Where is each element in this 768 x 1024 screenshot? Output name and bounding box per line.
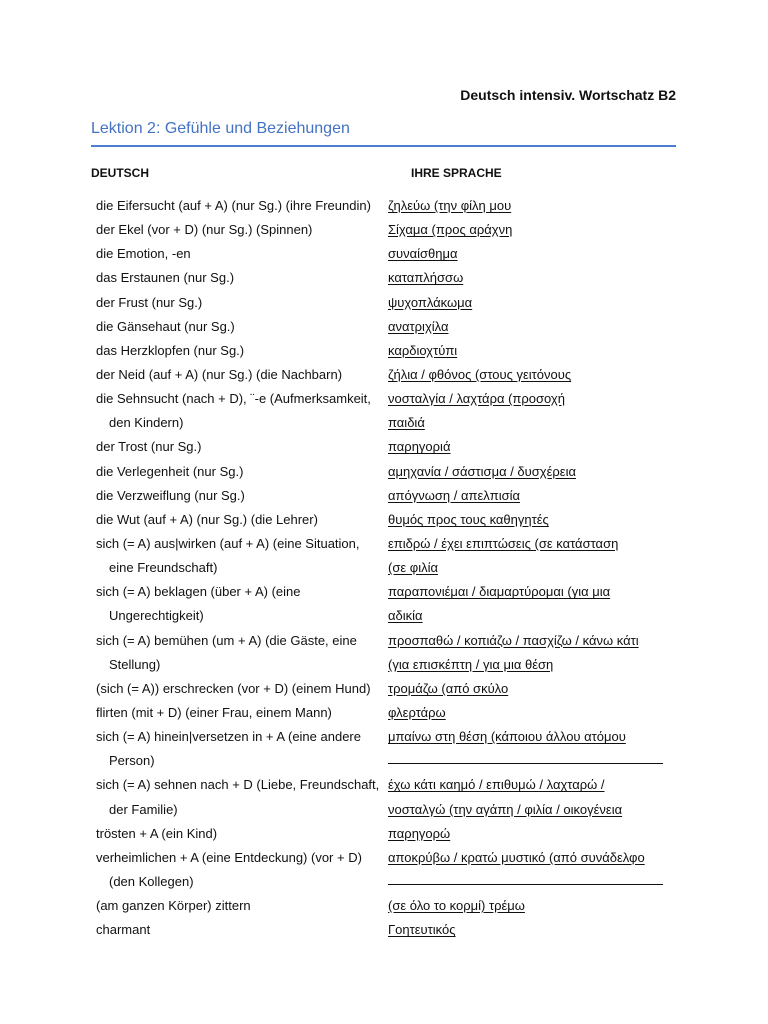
german-term: sich (= A) aus|wirken (auf + A) (eine Situation, <box>96 535 360 551</box>
translation: τρομάζω (από σκύλο <box>388 680 509 696</box>
german-term-continuation: der Familie) <box>109 801 178 817</box>
german-term-continuation: eine Freundschaft) <box>109 560 218 576</box>
german-term: die Wut (auf + A) (nur Sg.) (die Lehrer) <box>96 511 318 527</box>
column-header-german: DEUTSCH <box>91 166 150 180</box>
german-term: trösten + A (ein Kind) <box>96 825 218 841</box>
vocabulary-list <box>96 194 676 942</box>
german-term: der Ekel (vor + D) (nur Sg.) (Spinnen) <box>96 222 313 238</box>
vocab-line <box>96 677 676 701</box>
german-term: sich (= A) bemühen (um + A) (die Gäste, eine <box>96 632 357 648</box>
vocab-line <box>96 460 676 484</box>
blank-answer-line <box>388 763 663 764</box>
vocab-line <box>96 508 676 532</box>
german-term-continuation: Person) <box>109 753 155 769</box>
vocab-line <box>96 194 676 218</box>
german-term: verheimlichen + A (eine Entdeckung) (vor + D) <box>96 849 362 865</box>
german-term: die Verlegenheit (nur Sg.) <box>96 463 244 479</box>
vocab-line <box>96 484 676 508</box>
translation: ζήλια / φθόνος (στους γειτόνους <box>388 366 572 382</box>
translation: μπαίνω στη θέση (κάποιου άλλου ατόμου <box>388 729 626 745</box>
german-term: die Emotion, -en <box>96 246 191 262</box>
vocab-line <box>96 846 676 870</box>
german-term: das Herzklopfen (nur Sg.) <box>96 342 245 358</box>
german-term: die Verzweiflung (nur Sg.) <box>96 487 245 503</box>
german-term: (am ganzen Körper) zittern <box>96 898 251 914</box>
title-underline-rule <box>91 145 676 147</box>
german-term-continuation: Stellung) <box>109 656 161 672</box>
translation: αδικία <box>388 608 423 624</box>
german-term: der Trost (nur Sg.) <box>96 439 202 455</box>
translation: έχω κάτι καημό / επιθυμώ / λαχταρώ / <box>388 777 605 793</box>
vocab-line <box>96 532 676 556</box>
translation: επιδρώ / έχει επιπτώσεις (σε κατάσταση <box>388 535 619 551</box>
german-term-continuation: (den Kollegen) <box>109 873 194 889</box>
german-term: charmant <box>96 922 151 938</box>
vocab-line <box>96 773 676 797</box>
translation: νοσταλγία / λαχτάρα (προσοχή <box>388 391 565 407</box>
vocab-line <box>96 725 676 749</box>
german-term: das Erstaunen (nur Sg.) <box>96 270 235 286</box>
translation: ψυχοπλάκωμα <box>388 294 473 310</box>
vocab-line-continuation <box>96 798 676 822</box>
translation: θυμός προς τους καθηγητές <box>388 511 549 527</box>
translation: ανατριχίλα <box>388 318 449 334</box>
german-term: flirten (mit + D) (einer Frau, einem Mann) <box>96 704 332 720</box>
vocab-line <box>96 363 676 387</box>
translation: (σε όλο το κορμί) τρέμω <box>388 898 525 914</box>
column-header-own-language: IHRE SPRACHE <box>411 166 502 180</box>
german-term: sich (= A) hinein|versetzen in + A (eine andere <box>96 729 361 745</box>
translation: προσπαθώ / κοπιάζω / πασχίζω / κάνω κάτι <box>388 632 639 648</box>
vocab-line <box>96 701 676 725</box>
vocab-line-continuation <box>96 604 676 628</box>
translation: παραπονιέμαι / διαμαρτύρομαι (για μια <box>388 584 611 600</box>
vocab-line-continuation <box>96 870 676 894</box>
translation: (για επισκέπτη / για μια θέση <box>388 656 554 672</box>
vocab-line-continuation <box>96 653 676 677</box>
vocab-line <box>96 218 676 242</box>
vocab-line <box>96 242 676 266</box>
translation: νοσταλγώ (την αγάπη / φιλία / οικογένεια <box>388 801 623 817</box>
german-term-continuation: den Kindern) <box>109 415 184 431</box>
german-term: die Gänsehaut (nur Sg.) <box>96 318 235 334</box>
translation: παρηγοριά <box>388 439 451 455</box>
vocab-line-continuation <box>96 749 676 773</box>
translation: φλερτάρω <box>388 704 446 720</box>
lesson-title: Lektion 2: Gefühle und Beziehungen <box>91 120 350 137</box>
german-term: der Frust (nur Sg.) <box>96 294 203 310</box>
german-term: die Eifersucht (auf + A) (nur Sg.) (ihre Freundin) <box>96 198 371 213</box>
german-term: die Sehnsucht (nach + D), ¨-e (Aufmerksamkeit, <box>96 391 371 407</box>
translation: Γοητευτικός <box>388 922 456 938</box>
vocab-line <box>96 291 676 315</box>
translation: παρηγορώ <box>388 825 451 841</box>
translation: ζηλεύω (την φίλη μου <box>388 198 512 213</box>
vocab-line <box>96 918 676 942</box>
german-term: sich (= A) beklagen (über + A) (eine <box>96 584 301 600</box>
translation: συναίσθημα <box>388 246 458 262</box>
blank-answer-line <box>388 884 663 885</box>
translation: αποκρύβω / κρατώ μυστικό (από συνάδελφο <box>388 849 645 865</box>
vocab-line <box>96 339 676 363</box>
vocab-line <box>96 580 676 604</box>
german-term: der Neid (auf + A) (nur Sg.) (die Nachbarn) <box>96 366 343 382</box>
vocab-line <box>96 629 676 653</box>
vocab-line <box>96 894 676 918</box>
german-term: (sich (= A)) erschrecken (vor + D) (einem Hund) <box>96 680 371 696</box>
translation: καρδιοχτύπι <box>388 342 458 358</box>
vocab-line-continuation <box>96 411 676 435</box>
vocab-line <box>96 387 676 411</box>
translation: παιδιά <box>388 415 425 431</box>
translation: καταπλήσσω <box>388 270 464 286</box>
translation: αμηχανία / σάστισμα / δυσχέρεια <box>388 463 576 479</box>
document-header-title: Deutsch intensiv. Wortschatz B2 <box>460 87 676 103</box>
vocab-line <box>96 315 676 339</box>
translation: Σίχαμα (προς αράχνη <box>388 222 513 238</box>
vocab-line-continuation <box>96 556 676 580</box>
translation: απόγνωση / απελπισία <box>388 487 521 503</box>
german-term-continuation: Ungerechtigkeit) <box>109 608 204 624</box>
vocab-line <box>96 822 676 846</box>
vocab-line <box>96 435 676 459</box>
vocab-line <box>96 266 676 290</box>
german-term: sich (= A) sehnen nach + D (Liebe, Freundschaft, <box>96 777 380 793</box>
translation: (σε φιλία <box>388 560 438 576</box>
